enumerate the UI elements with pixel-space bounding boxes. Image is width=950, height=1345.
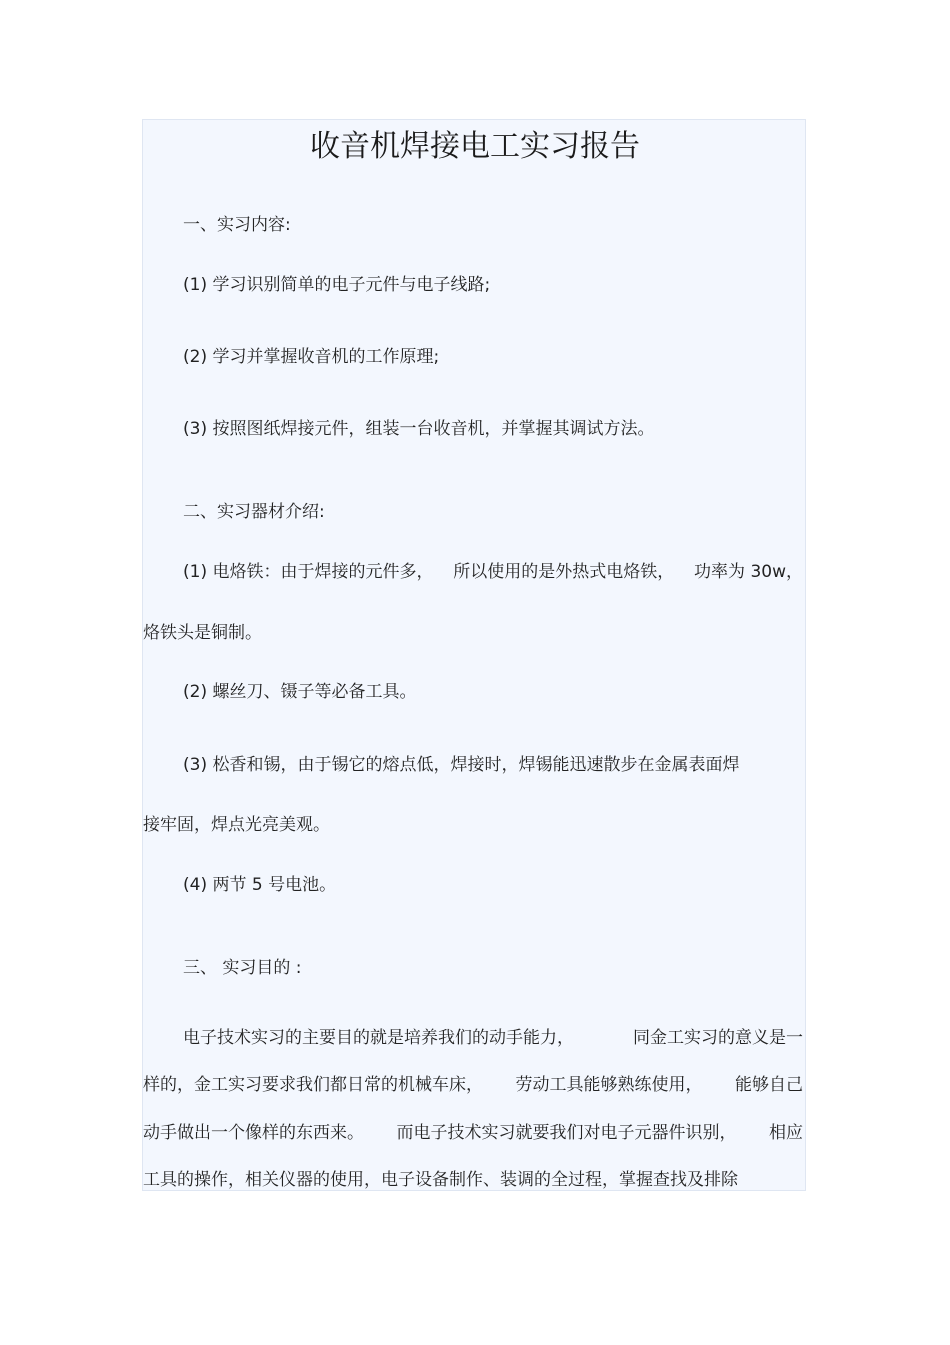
section-3-paragraph-line-4: 工具的操作，相关仪器的使用，电子设备制作、装调的全过程，掌握查找及排除 [143,1170,738,1190]
section-3-paragraph-line-2 [143,1073,807,1097]
section-3-paragraph-line-1 [143,1026,807,1050]
section-1-item-2: (2) 学习并掌握收音机的工作原理; [183,347,440,367]
document-title: 收音机焊接电工实习报告 [310,129,640,164]
text-segment: 而电子技术实习就要我们对电子元器件识别， [396,1123,737,1143]
section-2-item-2: (2) 螺丝刀、镊子等必备工具。 [183,682,417,702]
section-2-item-1-line [143,560,807,584]
text-segment: 相应 [769,1123,803,1143]
section-1-item-1: (1) 学习识别简单的电子元件与电子线路; [183,275,491,295]
section-2-item-4: (4) 两节 5 号电池。 [183,875,337,895]
text-segment: 所以使用的是外热式电烙铁， [453,562,675,582]
section-2-heading: 二、实习器材介绍: [183,502,325,522]
section-1-item-3: (3) 按照图纸焊接元件，组装一台收音机，并掌握其调试方法。 [183,419,655,439]
section-2-item-3: (3) 松香和锡，由于锡它的熔点低，焊接时，焊锡能迅速散步在金属表面焊 [183,755,740,775]
text-segment: 动手做出一个像样的东西来。 [143,1123,364,1143]
section-3-heading: 三、 实习目的 : [183,958,302,978]
text-segment: 样的，金工实习要求我们都日常的机械车床， [143,1075,483,1095]
section-2-item-1-continuation: 烙铁头是铜制。 [143,623,262,643]
text-segment: 能够自己 [735,1075,803,1095]
text-segment: (1) 电烙铁：由于焊接的元件多， [183,562,434,582]
section-2-item-3-continuation: 接牢固，焊点光亮美观。 [143,815,330,835]
text-segment: 功率为 30w， [694,562,803,582]
section-1-heading: 一、实习内容: [183,215,291,235]
section-3-paragraph-line-3 [143,1121,807,1145]
text-segment: 劳动工具能够熟练使用， [515,1075,703,1095]
text-segment: 同金工实习的意义是一 [633,1028,803,1048]
text-segment: 电子技术实习的主要目的就是培养我们的动手能力， [183,1028,574,1048]
document-page [142,119,806,1191]
